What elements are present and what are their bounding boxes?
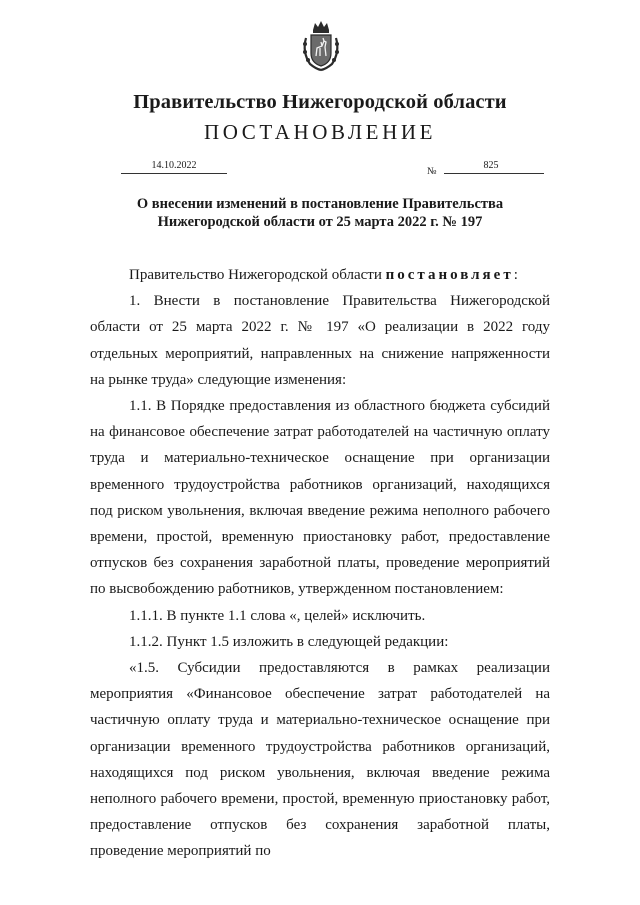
document-type: ПОСТАНОВЛЕНИЕ	[203, 120, 437, 144]
paragraph-1-1-2: 1.1.2. Пункт 1.5 изложить в следующей редакции:	[129, 633, 449, 650]
subject-line-2: Нижегородской области от 25 марта 2022 г. № 197	[157, 214, 483, 230]
intro-paragraph	[90, 262, 550, 288]
date-underline	[121, 173, 227, 174]
paragraph-1-1-1: 1.1.1. В пункте 1.1 слова «, целей» исключить.	[129, 607, 426, 624]
intro-resolves: постановляет	[385, 267, 514, 283]
number-underline	[444, 173, 544, 174]
paragraph-1: 1. Внести в постановление Правительства Нижегородской области от 25 марта 2022 г. № 197 «О реализации в 2022 году отдельных мероприятий, направленных на снижение напряженности на рынке труда» следующие изменения:	[90, 293, 550, 388]
document-subject	[0, 195, 640, 231]
document-date: 14.10.2022	[151, 160, 197, 171]
document-number: 825	[483, 160, 499, 171]
document-body	[90, 262, 550, 865]
intro-suffix: :	[513, 267, 518, 283]
number-label: №	[427, 166, 437, 177]
government-title: Правительство Нижегородской области	[133, 91, 507, 113]
paragraph-1-1: 1.1. В Порядке предоставления из областного бюджета субсидий на финансовое обеспечение затрат работодателей на частичную оплату труда и материально-техническое оснащение при организации временного трудоустройства работников организаций, находящихся под риском увольнения, включая введение режима неполного рабочего времени, простой, временную приостановку работ, предоставление отпусков без сохранения заработной платы, проведение мероприятий по высвобождению работников, утвержденном постановлением:	[90, 398, 550, 598]
coat-of-arms-icon	[300, 20, 342, 72]
paragraph-1-5-quote: «1.5. Субсидии предоставляются в рамках реализации мероприятия «Финансовое обеспечение затрат работодателей на частичную оплату труда и материально-техническое оснащение при организации временного трудоустройства работников организаций, находящихся под риском увольнения, включая введение режима неполного рабочего времени, простой, временную приостановку работ, предоставление отпусков без сохранения заработной платы, проведение мероприятий по	[90, 660, 550, 860]
subject-line-1: О внесении изменений в постановление Правительства	[136, 196, 504, 212]
intro-prefix: Правительство Нижегородской области	[129, 267, 382, 283]
